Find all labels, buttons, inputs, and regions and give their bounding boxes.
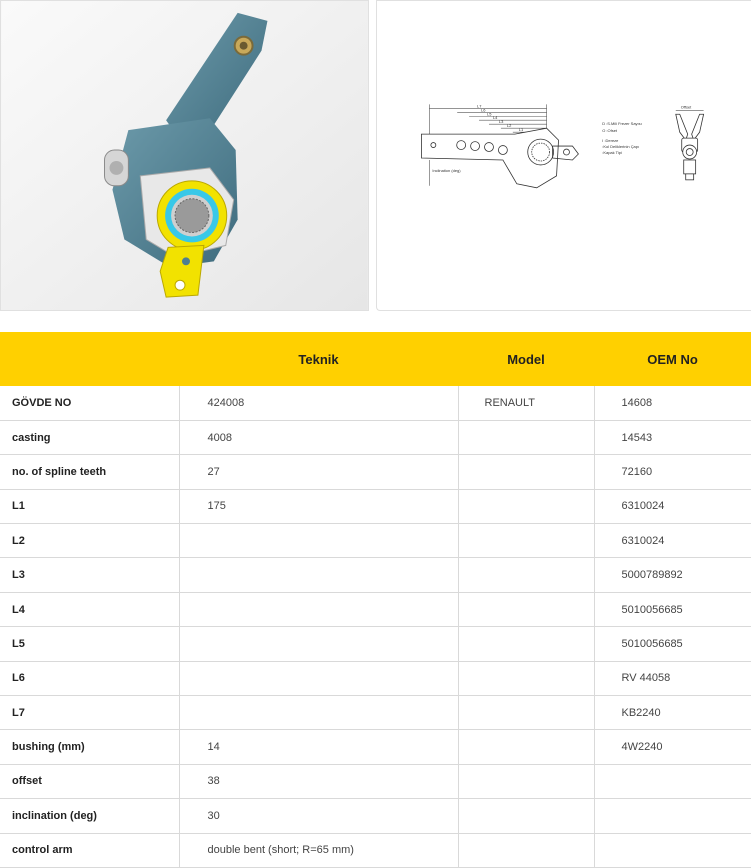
- row-label: inclination (deg): [0, 799, 179, 833]
- dim-label: L1: [518, 127, 524, 133]
- header-empty: [0, 332, 179, 386]
- cell-teknik: 424008: [179, 386, 458, 420]
- row-label: bushing (mm): [0, 730, 179, 764]
- cell-oem: 6310024: [594, 524, 751, 558]
- cell-model: [458, 661, 594, 695]
- table-row: [0, 764, 751, 798]
- cell-teknik: [179, 592, 458, 626]
- table-row: [0, 455, 751, 489]
- row-label: L2: [0, 524, 179, 558]
- spec-table: [0, 332, 751, 868]
- cell-teknik: 14: [179, 730, 458, 764]
- cell-oem: 72160: [594, 455, 751, 489]
- table-row: [0, 420, 751, 454]
- cell-oem: 5010056685: [594, 627, 751, 661]
- row-label: GÖVDE NO: [0, 386, 179, 420]
- header-oem-no: OEM No: [647, 351, 698, 367]
- cell-model: [458, 730, 594, 764]
- cell-teknik: 38: [179, 764, 458, 798]
- table-row: [0, 833, 751, 867]
- table-row: [0, 661, 751, 695]
- cell-oem: KB2240: [594, 696, 751, 730]
- dim-label: L6: [481, 107, 486, 113]
- dim-label: L4: [492, 115, 498, 121]
- cell-oem: 6310024: [594, 489, 751, 523]
- cell-model: [458, 696, 594, 730]
- row-label: L5: [0, 627, 179, 661]
- legend-item: :Kol Deliklerinin Çapı: [602, 144, 640, 150]
- row-label: L3: [0, 558, 179, 592]
- cell-teknik: [179, 627, 458, 661]
- cell-model: [458, 558, 594, 592]
- table-row: [0, 799, 751, 833]
- header-model: Model: [507, 351, 545, 367]
- cell-model: [458, 524, 594, 558]
- inclination-label: Inclination (deg): [432, 167, 461, 173]
- dim-label: L7: [477, 103, 482, 109]
- table-row: [0, 489, 751, 523]
- offset-label: Offset: [680, 104, 692, 110]
- cell-teknik: double bent (short; R=65 mm): [179, 833, 458, 867]
- header-teknik: Teknik: [298, 351, 339, 367]
- cell-model: [458, 489, 594, 523]
- cell-model: [458, 764, 594, 798]
- row-label: L1: [0, 489, 179, 523]
- cell-model: [458, 833, 594, 867]
- slack-adjuster-image: [1, 1, 368, 310]
- cell-oem: 14543: [594, 420, 751, 454]
- cell-teknik: 4008: [179, 420, 458, 454]
- cell-model: [458, 799, 594, 833]
- row-label: L7: [0, 696, 179, 730]
- cell-model: RENAULT: [458, 386, 594, 420]
- row-label: no. of spline teeth: [0, 455, 179, 489]
- legend-item: :Kapak Tipi: [602, 150, 622, 156]
- dim-label: L3: [498, 119, 504, 125]
- table-row: [0, 386, 751, 420]
- technical-drawing: [376, 0, 751, 311]
- cell-model: [458, 455, 594, 489]
- cell-teknik: [179, 696, 458, 730]
- table-row: [0, 696, 751, 730]
- cell-oem: RV 44058: [594, 661, 751, 695]
- table-row: [0, 558, 751, 592]
- table-row: [0, 730, 751, 764]
- table-row: [0, 592, 751, 626]
- cell-oem: 5000789892: [594, 558, 751, 592]
- row-label: L6: [0, 661, 179, 695]
- legend-item: I :Dereze: [602, 138, 619, 144]
- dimension-diagram: [377, 1, 751, 310]
- dim-label: L2: [506, 123, 512, 129]
- row-label: L4: [0, 592, 179, 626]
- cell-oem: [594, 764, 751, 798]
- dim-label: L5: [486, 111, 492, 117]
- legend-item: O :Ofset: [602, 128, 618, 134]
- cell-oem: 5010056685: [594, 592, 751, 626]
- cell-oem: [594, 833, 751, 867]
- cell-teknik: [179, 524, 458, 558]
- table-row: [0, 627, 751, 661]
- row-label: control arm: [0, 833, 179, 867]
- cell-teknik: 175: [179, 489, 458, 523]
- cell-model: [458, 627, 594, 661]
- row-label: casting: [0, 420, 179, 454]
- cell-oem: [594, 799, 751, 833]
- cell-oem: 14608: [594, 386, 751, 420]
- table-row: [0, 524, 751, 558]
- cell-teknik: [179, 558, 458, 592]
- cell-model: [458, 592, 594, 626]
- cell-teknik: 27: [179, 455, 458, 489]
- table-header-row: [0, 332, 751, 386]
- cell-model: [458, 420, 594, 454]
- cell-oem: 4W2240: [594, 730, 751, 764]
- cell-teknik: [179, 661, 458, 695]
- row-label: offset: [0, 764, 179, 798]
- cell-teknik: 30: [179, 799, 458, 833]
- legend-item: D :S.Mili Frezer Sayısı: [602, 121, 642, 127]
- product-photo: [0, 0, 369, 311]
